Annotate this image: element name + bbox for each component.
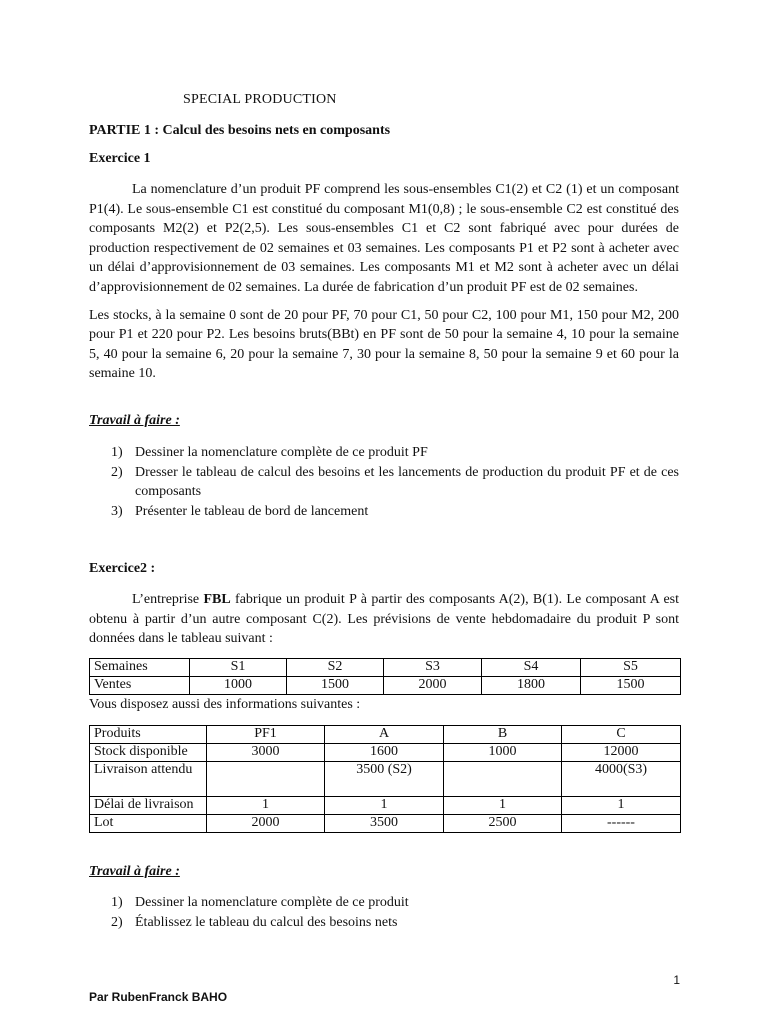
- table-cell: 1500: [581, 677, 681, 695]
- exercise2-heading: Exercice2 :: [89, 561, 156, 576]
- table-cell: B: [444, 726, 562, 744]
- table-cell: 1000: [444, 744, 562, 762]
- table-cell: Lot: [90, 815, 207, 833]
- list-number: 3): [111, 503, 123, 519]
- exercise1-heading: Exercice 1: [89, 151, 151, 166]
- exercise2-text-prefix: L’entreprise: [132, 592, 204, 607]
- table-cell: 1500: [287, 677, 384, 695]
- info-table: [89, 725, 681, 833]
- info-line: Vous disposez aussi des informations suivantes :: [89, 697, 361, 712]
- table-cell: 3000: [207, 744, 325, 762]
- list-number: 2): [111, 914, 123, 930]
- table-row: [90, 677, 681, 695]
- table-cell: 3500 (S2): [325, 762, 444, 797]
- table-cell: Délai de livraison: [90, 797, 207, 815]
- table-row: [90, 726, 681, 744]
- table-cell: 1: [444, 797, 562, 815]
- table-cell: S2: [287, 659, 384, 677]
- table-row: [90, 744, 681, 762]
- list-item: [111, 463, 679, 502]
- exercise2-task-list: [111, 893, 679, 932]
- list-item: [111, 893, 679, 913]
- table-row: [90, 797, 681, 815]
- table-cell: S5: [581, 659, 681, 677]
- exercise1-paragraph-2: Les stocks, à la semaine 0 sont de 20 pour PF, 70 pour C1, 50 pour C2, 100 pour M1, 150 pour M2, 200 pour P1 et 220 pour P2. Les besoins bruts(BBt) en PF sont de 50 pour la semaine 4, 10 pour la semaine 5, 40 pour la semaine 6, 20 pour la semaine 7, 30 pour la semaine 8, 50 pour la semaine 9 et 60 pour la semaine 10.: [89, 307, 679, 382]
- exercise2-text-rest: fabrique un produit P à partir des composants A(2), B(1). Le composant A est obtenu à partir d’un autre composant C(2). Les prévisions de vente hebdomadaire du produit P sont données dans le tableau suivant :: [89, 592, 679, 647]
- exercise1-paragraph-1: La nomenclature d’un produit PF comprend les sous-ensembles C1(2) et C2 (1) et un composant P1(4). Le sous-ensemble C1 est constitué du composant M1(0,8) ; le sous-ensemble C2 est constitué des composants M2(2) et P2(2,5). Les sous-ensembles C1 et C2 sont fabriqué avec pour durées de production respectivement de 02 semaines et 03 semaines. Les composants P1 et P2 sont à acheter avec un délai d’approvisionnement de 03 semaines. Les composants M1 et M2 sont à acheter avec un délai d’approvisionnement de 02 semaines. La durée de fabrication d’un produit PF est de 02 semaines.: [89, 182, 679, 295]
- list-text: Dessiner la nomenclature complète de ce produit PF: [135, 445, 428, 460]
- table-cell: C: [562, 726, 681, 744]
- table-cell: PF1: [207, 726, 325, 744]
- list-text: Dessiner la nomenclature complète de ce produit: [135, 895, 409, 910]
- table-cell: 2000: [207, 815, 325, 833]
- table-cell: A: [325, 726, 444, 744]
- table-cell: [444, 762, 562, 797]
- table-cell: Semaines: [90, 659, 190, 677]
- exercise2-task-heading: Travail à faire :: [89, 864, 180, 879]
- page-number: 1: [673, 973, 680, 987]
- exercise2-text: [89, 590, 679, 649]
- list-number: 2): [111, 464, 123, 480]
- table-cell: S4: [482, 659, 581, 677]
- table-cell: 4000(S3): [562, 762, 681, 797]
- table-row: [90, 762, 681, 797]
- table-row: [90, 815, 681, 833]
- table-cell: 1: [325, 797, 444, 815]
- list-item: [111, 443, 679, 463]
- table-cell: 3500: [325, 815, 444, 833]
- table-cell: [207, 762, 325, 797]
- table-cell: 2500: [444, 815, 562, 833]
- table-cell: 1000: [190, 677, 287, 695]
- table-cell: 2000: [384, 677, 482, 695]
- list-text: Présenter le tableau de bord de lancement: [135, 503, 369, 519]
- author-footer: Par RubenFranck BAHO: [89, 990, 228, 1004]
- table-cell: S1: [190, 659, 287, 677]
- table-cell: 1800: [482, 677, 581, 695]
- table-cell: S3: [384, 659, 482, 677]
- exercise2-paragraph: [89, 590, 679, 649]
- list-item: [111, 502, 679, 522]
- list-text: Dresser le tableau de calcul des besoins et les lancements de production du produit PF et de ces composants: [135, 464, 679, 500]
- list-text: Établissez le tableau du calcul des besoins nets: [135, 914, 398, 930]
- list-number: 1): [111, 445, 123, 460]
- table-cell: 1600: [325, 744, 444, 762]
- table-row: [90, 659, 681, 677]
- exercise1-text: [89, 180, 679, 384]
- table-cell: Produits: [90, 726, 207, 744]
- sales-table: [89, 658, 681, 695]
- part1-heading: PARTIE 1 : Calcul des besoins nets en composants: [89, 123, 391, 138]
- list-item: [111, 913, 679, 933]
- table-cell: ------: [562, 815, 681, 833]
- table-cell: Livraison attendu: [90, 762, 207, 797]
- table-cell: Ventes: [90, 677, 190, 695]
- exercise1-task-list: [111, 443, 679, 521]
- exercise1-task-heading: Travail à faire :: [89, 413, 180, 428]
- table-cell: 1: [562, 797, 681, 815]
- table-cell: 12000: [562, 744, 681, 762]
- table-cell: 1: [207, 797, 325, 815]
- document-title: SPECIAL PRODUCTION: [183, 92, 337, 107]
- table-cell: Stock disponible: [90, 744, 207, 762]
- list-number: 1): [111, 895, 123, 910]
- company-name: FBL: [203, 592, 231, 607]
